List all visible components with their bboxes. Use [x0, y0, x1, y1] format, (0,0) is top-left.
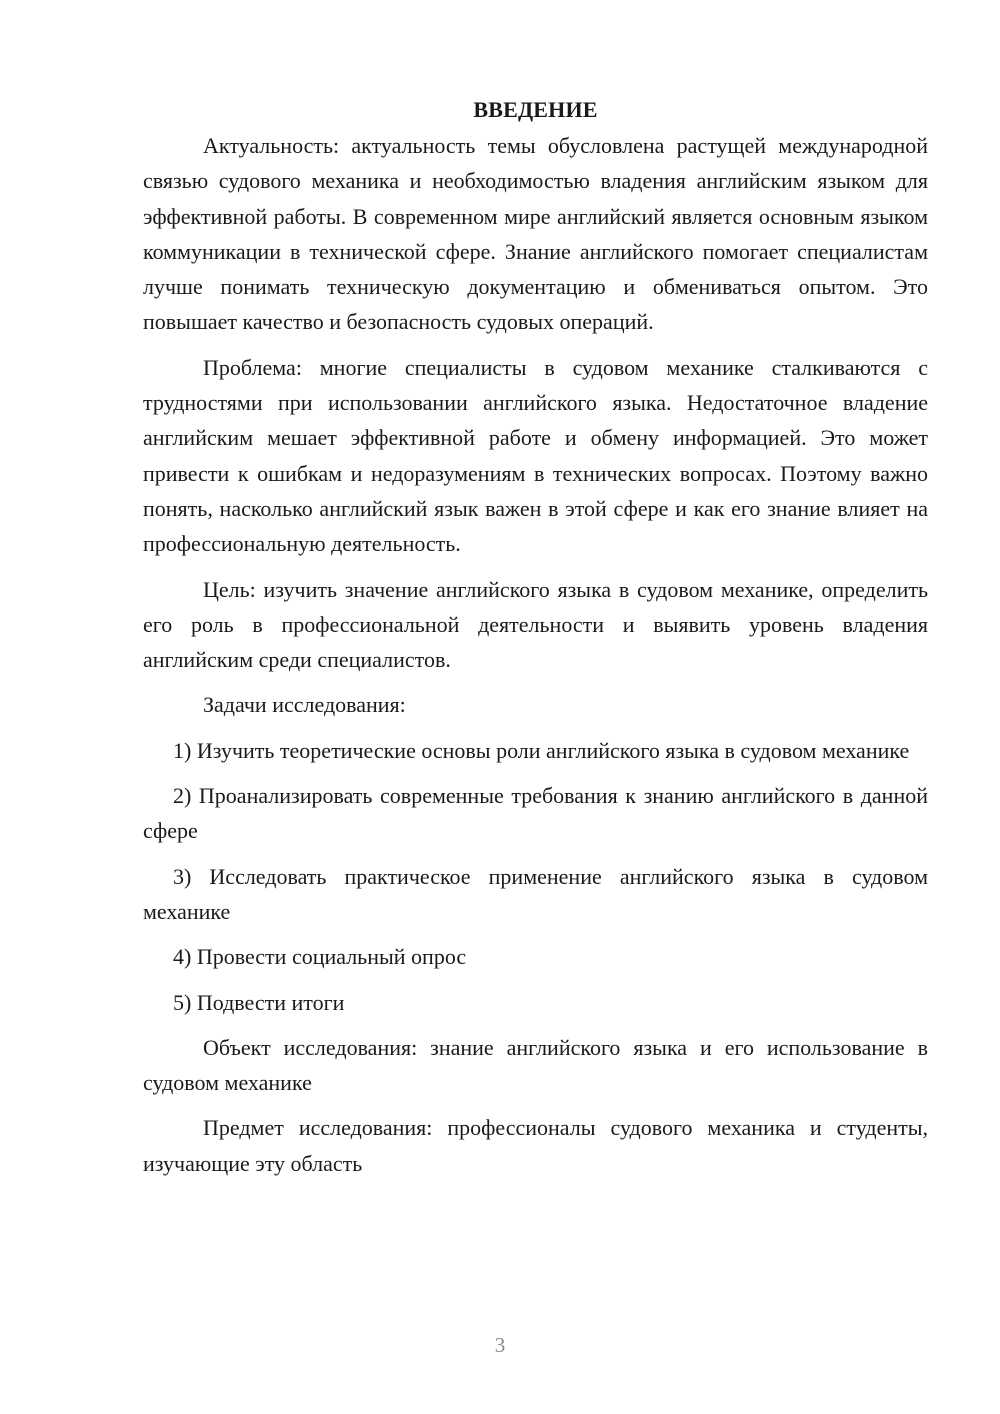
tasks-heading: Задачи исследования:: [203, 692, 406, 718]
task-item: 4) Провести социальный опрос: [173, 944, 467, 970]
document-page: [143, 92, 928, 1181]
relevance-paragraph: Актуальность: актуальность темы обусловлена растущей международной связью судового механика и необходимостью владения английским языком для эффективной работы. В современном мире английский является основным языком коммуникации в технической сфере. Знание английского помогает специалистам лучше понимать техническую документацию и обмениваться опытом. Это повышает качество и безопасность судовых операций.: [143, 133, 928, 335]
task-item: 5) Подвести итоги: [173, 989, 345, 1015]
object-paragraph: Объект исследования: знание английского языка и его использование в судовом механике: [143, 1034, 928, 1096]
subject-paragraph: Предмет исследования: профессионалы судового механика и студенты, изучающие эту область: [143, 1115, 928, 1176]
tasks-list: [143, 733, 928, 1020]
task-item: 2) Проанализировать современные требования к знанию английского в данной сфере: [143, 783, 928, 844]
page-number: 3: [494, 1333, 506, 1357]
task-item: 1) Изучить теоретические основы роли английского языка в судовом механике: [173, 737, 910, 763]
task-item: 3) Исследовать практическое применение английского языка в судовом механике: [143, 863, 928, 924]
page-title: ВВЕДЕНИЕ: [473, 97, 598, 122]
problem-paragraph: Проблема: многие специалисты в судовом механике сталкиваются с трудностями при использовании английского языка. Недостаточное владение английским мешает эффективной работе и обмену информацией. Это может привести к ошибкам и недоразумениям в технических вопросах. Поэтому важно понять, насколько английский язык важен в этой сфере и как его знание влияет на профессиональную деятельность.: [143, 354, 928, 557]
goal-paragraph: Цель: изучить значение английского языка в судовом механике, определить его роль в профессиональной деятельности и выявить уровень владения английским среди специалистов.: [143, 576, 928, 673]
